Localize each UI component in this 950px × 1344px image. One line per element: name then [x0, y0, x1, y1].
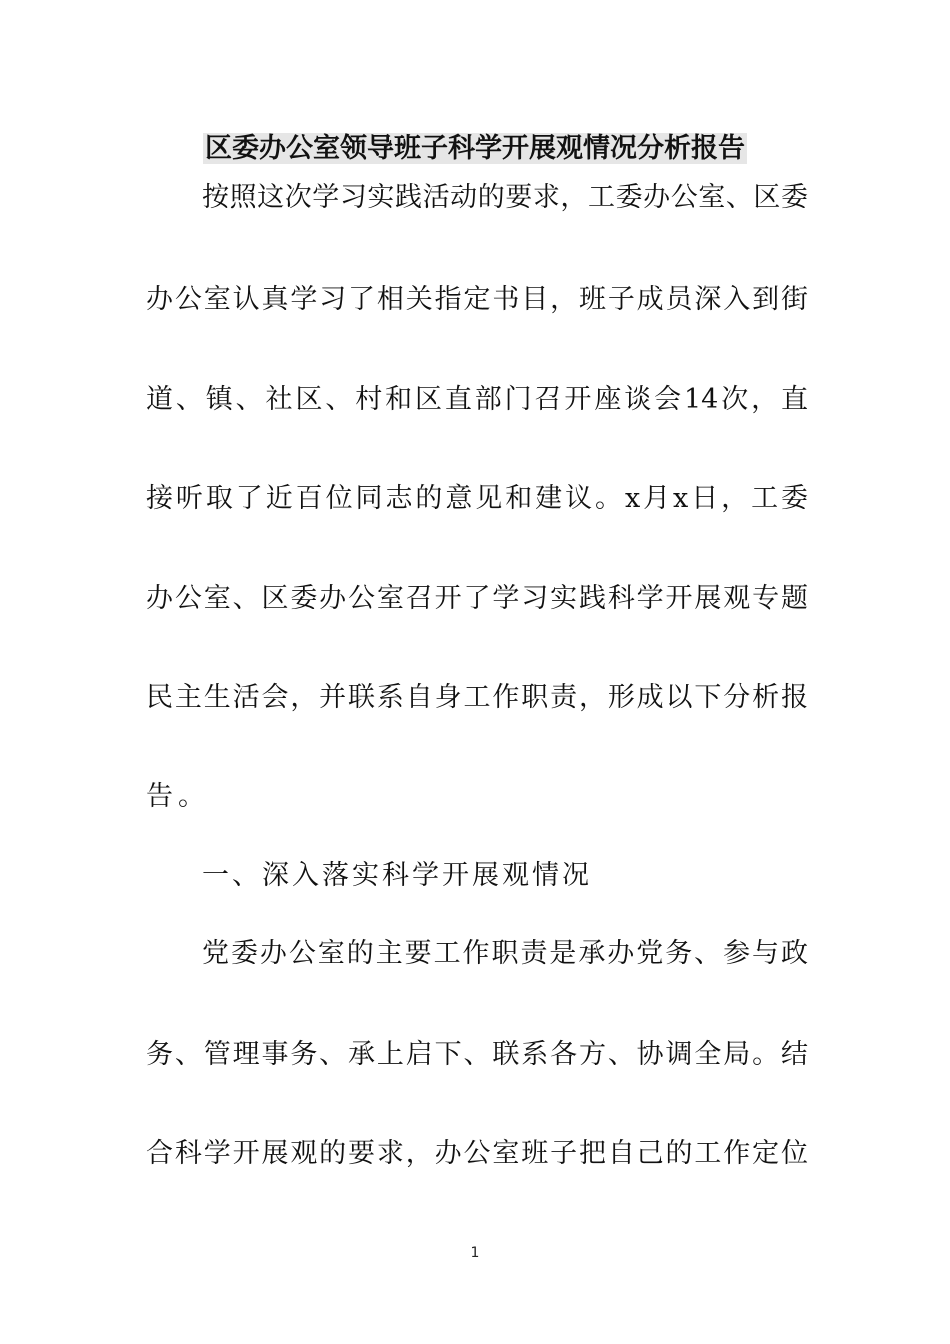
document-title: [0, 129, 950, 169]
page-number: 1: [470, 1245, 480, 1261]
paragraph-1-line-4: 接听取了近百位同志的意见和建议。x月x日，工委: [146, 483, 808, 514]
paragraph-2-line-3: 合科学开展观的要求，办公室班子把自己的工作定位: [146, 1138, 808, 1169]
paragraph-1-line-3: 道、镇、社区、村和区直部门召开座谈会14次，直: [146, 384, 808, 415]
paragraph-1-line-1: 按照这次学习实践活动的要求，工委办公室、区委: [202, 182, 808, 213]
paragraph-1-line-7: 告。: [146, 781, 210, 812]
paragraph-2-line-2: 务、管理事务、承上启下、联系各方、协调全局。结: [146, 1039, 808, 1070]
section-heading-1: 一、深入落实科学开展观情况: [202, 860, 592, 891]
paragraph-1-line-2: 办公室认真学习了相关指定书目，班子成员深入到街: [146, 284, 808, 315]
title-text: 区委办公室领导班子科学开展观情况分析报告: [205, 133, 745, 164]
paragraph-1-line-5: 办公室、区委办公室召开了学习实践科学开展观专题: [146, 583, 808, 614]
paragraph-1-line-6: 民主生活会，并联系自身工作职责，形成以下分析报: [146, 682, 808, 713]
paragraph-2-line-1: 党委办公室的主要工作职责是承办党务、参与政: [202, 938, 808, 969]
